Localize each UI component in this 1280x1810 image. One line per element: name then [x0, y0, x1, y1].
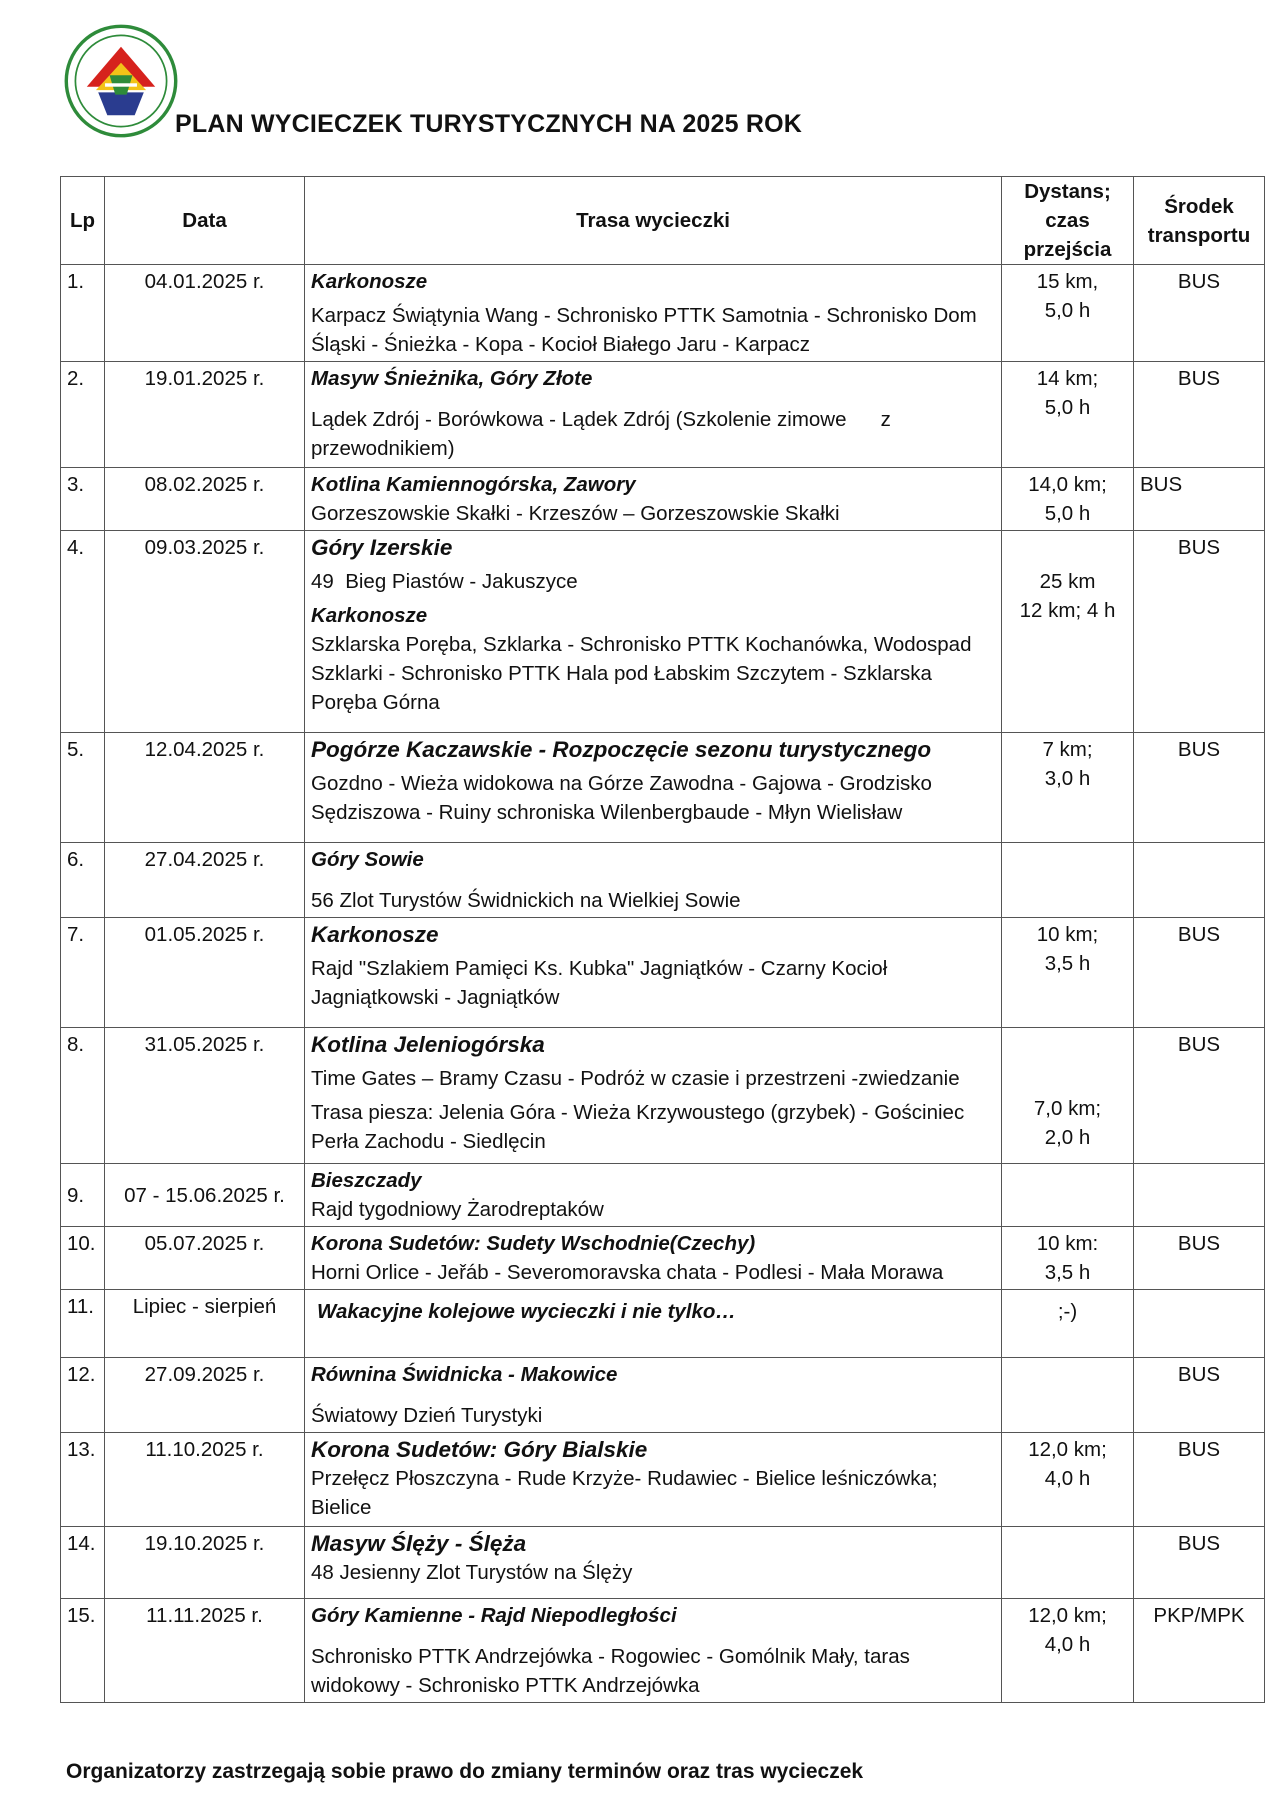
distance-line: 5,0 h: [1044, 502, 1091, 525]
row-date: 31.05.2025 r.: [105, 1028, 305, 1164]
row-distance: [1002, 531, 1134, 733]
distance-line: 2,0 h: [1044, 1126, 1091, 1149]
table-row: [61, 1358, 1265, 1433]
table-row: [61, 1433, 1265, 1527]
row-route: [305, 1290, 1002, 1358]
header-distance: [1002, 177, 1134, 265]
row-transport: PKP/MPK: [1134, 1599, 1265, 1703]
row-number: 6.: [61, 843, 105, 918]
row-number: 8.: [61, 1028, 105, 1164]
route-line: Gozdno - Wieża widokowa na Górze Zawodna - Gajowa - Grodzisko: [311, 772, 932, 795]
footer-note: Organizatorzy zastrzegają sobie prawo do zmiany terminów oraz tras wycieczek: [66, 1760, 864, 1783]
row-date: 19.01.2025 r.: [105, 362, 305, 468]
table-row: [61, 1227, 1265, 1290]
row-distance: [1002, 1358, 1134, 1433]
row-route: [305, 468, 1002, 531]
route-line: Lądek Zdrój - Borówkowa - Lądek Zdrój (Szkolenie zimowe z: [311, 408, 891, 431]
table-header-row: [61, 177, 1265, 265]
row-date: 09.03.2025 r.: [105, 531, 305, 733]
table-row: [61, 843, 1265, 918]
route-line: Bielice: [311, 1496, 372, 1519]
row-transport: BUS: [1134, 733, 1265, 843]
row-number: 1.: [61, 265, 105, 362]
route-region: Bieszczady: [311, 1169, 422, 1192]
table-row: [61, 265, 1265, 362]
route-line: Trasa piesza: Jelenia Góra - Wieża Krzywoustego (grzybek) - Gościniec: [311, 1101, 965, 1124]
header-distance-line: Dystans;: [1024, 180, 1111, 203]
row-distance: [1002, 918, 1134, 1028]
row-distance: [1002, 1164, 1134, 1227]
row-route: [305, 1358, 1002, 1433]
row-distance: [1002, 1290, 1134, 1358]
header-distance-line: czas: [1045, 209, 1090, 232]
table-row: [61, 468, 1265, 531]
route-region: Masyw Ślęży - Ślęża: [311, 1531, 527, 1556]
route-line: Przełęcz Płoszczyna - Rude Krzyże- Rudawiec - Bielice leśniczówka;: [311, 1467, 938, 1490]
row-date: 12.04.2025 r.: [105, 733, 305, 843]
row-number: 11.: [61, 1290, 105, 1358]
row-route: [305, 1227, 1002, 1290]
row-number: 12.: [61, 1358, 105, 1433]
row-date: 05.07.2025 r.: [105, 1227, 305, 1290]
route-line: 56 Zlot Turystów Świdnickich na Wielkiej Sowie: [311, 889, 741, 912]
row-transport: [1134, 1290, 1265, 1358]
distance-line: 7,0 km;: [1033, 1097, 1102, 1120]
route-line: Perła Zachodu - Siedlęcin: [311, 1130, 546, 1153]
distance-line: 25 km: [1039, 570, 1096, 593]
route-region: Karkonosze: [311, 270, 428, 293]
route-region: Góry Sowie: [311, 848, 424, 871]
row-number: 13.: [61, 1433, 105, 1527]
route-region: Góry Kamienne - Rajd Niepodległości: [311, 1604, 677, 1627]
row-number: 4.: [61, 531, 105, 733]
route-region: Karkonosze: [311, 922, 439, 947]
route-line: Szklarki - Schronisko PTTK Hala pod Łabskim Szczytem - Szklarska: [311, 662, 932, 685]
row-distance: [1002, 1527, 1134, 1599]
row-transport: [1134, 1164, 1265, 1227]
route-line: przewodnikiem): [311, 437, 455, 460]
route-region: Korona Sudetów: Sudety Wschodnie(Czechy): [311, 1232, 756, 1255]
route-line: 48 Jesienny Zlot Turystów na Ślęży: [311, 1561, 633, 1584]
row-transport: BUS: [1134, 468, 1265, 531]
route-line: widokowy - Schronisko PTTK Andrzejówka: [311, 1674, 700, 1697]
row-date: 27.04.2025 r.: [105, 843, 305, 918]
row-route: [305, 531, 1002, 733]
route-line: Jagniątkowski - Jagniątków: [311, 986, 560, 1009]
row-transport: BUS: [1134, 265, 1265, 362]
row-date: 11.10.2025 r.: [105, 1433, 305, 1527]
row-transport: BUS: [1134, 1358, 1265, 1433]
row-route: [305, 733, 1002, 843]
route-line: Rajd tygodniowy Żarodreptaków: [311, 1198, 604, 1221]
header-distance-line: przejścia: [1023, 238, 1112, 261]
row-date: 19.10.2025 r.: [105, 1527, 305, 1599]
row-date: 11.11.2025 r.: [105, 1599, 305, 1703]
distance-line: 10 km:: [1036, 1232, 1099, 1255]
header-transport-line: Środek: [1164, 194, 1234, 218]
distance-line: 14,0 km;: [1028, 473, 1107, 496]
row-distance: [1002, 468, 1134, 531]
row-route: [305, 265, 1002, 362]
distance-line: 14 km;: [1036, 367, 1099, 390]
row-date: 01.05.2025 r.: [105, 918, 305, 1028]
row-date: Lipiec - sierpień: [105, 1290, 305, 1358]
row-transport: BUS: [1134, 1433, 1265, 1527]
header-transport: [1134, 177, 1265, 265]
route-region: Kotlina Kamiennogórska, Zawory: [311, 473, 636, 496]
route-line: Rajd "Szlakiem Pamięci Ks. Kubka" Jagniątków - Czarny Kocioł: [311, 957, 888, 980]
row-number: 7.: [61, 918, 105, 1028]
row-number: 3.: [61, 468, 105, 531]
row-route: [305, 1164, 1002, 1227]
header-transport-line: transportu: [1147, 223, 1251, 247]
club-emblem-icon: [64, 24, 178, 138]
row-route: [305, 362, 1002, 468]
distance-line: 10 km;: [1036, 923, 1099, 946]
row-distance: [1002, 362, 1134, 468]
table-row: [61, 531, 1265, 733]
row-distance: [1002, 1599, 1134, 1703]
table-row: [61, 918, 1265, 1028]
row-distance: [1002, 1028, 1134, 1164]
distance-line: 3,0 h: [1044, 767, 1091, 790]
table-row: [61, 362, 1265, 468]
route-line: Horni Orlice - Jeřáb - Severomoravska chata - Podlesi - Mała Morawa: [311, 1261, 944, 1284]
row-distance: [1002, 843, 1134, 918]
row-transport: [1134, 843, 1265, 918]
distance-line: 4,0 h: [1044, 1467, 1091, 1490]
row-number: 14.: [61, 1527, 105, 1599]
header-date: Data: [105, 177, 305, 265]
row-number: 15.: [61, 1599, 105, 1703]
row-transport: BUS: [1134, 362, 1265, 468]
table-row: [61, 1599, 1265, 1703]
route-line: Szklarska Poręba, Szklarka - Schronisko PTTK Kochanówka, Wodospad: [311, 633, 972, 656]
distance-line: 5,0 h: [1044, 396, 1091, 419]
route-line: Time Gates – Bramy Czasu - Podróż w czasie i przestrzeni -zwiedzanie: [311, 1067, 960, 1090]
route-region: Korona Sudetów: Góry Bialskie: [311, 1437, 648, 1462]
table-row: [61, 1164, 1265, 1227]
route-region: Równina Świdnicka - Makowice: [311, 1363, 618, 1386]
distance-line: 3,5 h: [1044, 952, 1091, 975]
trip-plan-table: [60, 176, 1265, 1703]
row-transport: BUS: [1134, 1028, 1265, 1164]
row-number: 2.: [61, 362, 105, 468]
distance-line: 12 km; 4 h: [1019, 599, 1116, 622]
route-region: Wakacyjne kolejowe wycieczki i nie tylko…: [317, 1300, 736, 1323]
route-line: 49 Bieg Piastów - Jakuszyce: [311, 570, 578, 593]
row-transport: BUS: [1134, 1227, 1265, 1290]
header-route: Trasa wycieczki: [305, 177, 1002, 265]
route-line: Światowy Dzień Turystyki: [311, 1404, 543, 1427]
route-line: Sędziszowa - Ruiny schroniska Wilenbergbaude - Młyn Wielisław: [311, 801, 903, 824]
row-route: [305, 843, 1002, 918]
row-date: 07 - 15.06.2025 r.: [105, 1164, 305, 1227]
route-region: Pogórze Kaczawskie - Rozpoczęcie sezonu turystycznego: [311, 737, 932, 762]
distance-line: 4,0 h: [1044, 1633, 1091, 1656]
route-region: Masyw Śnieżnika, Góry Złote: [311, 367, 593, 390]
route-region: Kotlina Jeleniogórska: [311, 1032, 545, 1057]
table-row: [61, 733, 1265, 843]
row-route: [305, 1599, 1002, 1703]
row-route: [305, 918, 1002, 1028]
row-number: 9.: [61, 1164, 105, 1227]
table-row: [61, 1290, 1265, 1358]
row-date: 04.01.2025 r.: [105, 265, 305, 362]
route-line: Schronisko PTTK Andrzejówka - Rogowiec - Gomólnik Mały, taras: [311, 1645, 910, 1668]
route-line: Gorzeszowskie Skałki - Krzeszów – Gorzeszowskie Skałki: [311, 502, 840, 525]
table-row: [61, 1527, 1265, 1599]
distance-line: 3,5 h: [1044, 1261, 1091, 1284]
route-region: Karkonosze: [311, 604, 428, 627]
distance-line: 7 km;: [1042, 738, 1093, 761]
distance-line: 12,0 km;: [1028, 1438, 1107, 1461]
page-title: PLAN WYCIECZEK TURYSTYCZNYCH NA 2025 ROK: [175, 110, 803, 138]
route-line: Śląski - Śnieżka - Kopa - Kocioł Białego Jaru - Karpacz: [311, 333, 811, 356]
row-number: 5.: [61, 733, 105, 843]
header-lp: Lp: [61, 177, 105, 265]
row-route: [305, 1527, 1002, 1599]
row-distance: [1002, 1227, 1134, 1290]
row-date: 27.09.2025 r.: [105, 1358, 305, 1433]
distance-line: 12,0 km;: [1028, 1604, 1107, 1627]
distance-line: 15 km,: [1036, 270, 1099, 293]
row-distance: [1002, 1433, 1134, 1527]
row-route: [305, 1433, 1002, 1527]
row-date: 08.02.2025 r.: [105, 468, 305, 531]
route-line: Poręba Górna: [311, 691, 440, 714]
route-region: Góry Izerskie: [311, 535, 453, 560]
route-line: Karpacz Świątynia Wang - Schronisko PTTK Samotnia - Schronisko Dom: [311, 304, 977, 327]
distance-line: 5,0 h: [1044, 299, 1091, 322]
distance-line: ;-): [1057, 1300, 1078, 1323]
row-number: 10.: [61, 1227, 105, 1290]
row-transport: BUS: [1134, 1527, 1265, 1599]
row-route: [305, 1028, 1002, 1164]
row-distance: [1002, 265, 1134, 362]
row-distance: [1002, 733, 1134, 843]
row-transport: BUS: [1134, 531, 1265, 733]
table-row: [61, 1028, 1265, 1164]
row-transport: BUS: [1134, 918, 1265, 1028]
